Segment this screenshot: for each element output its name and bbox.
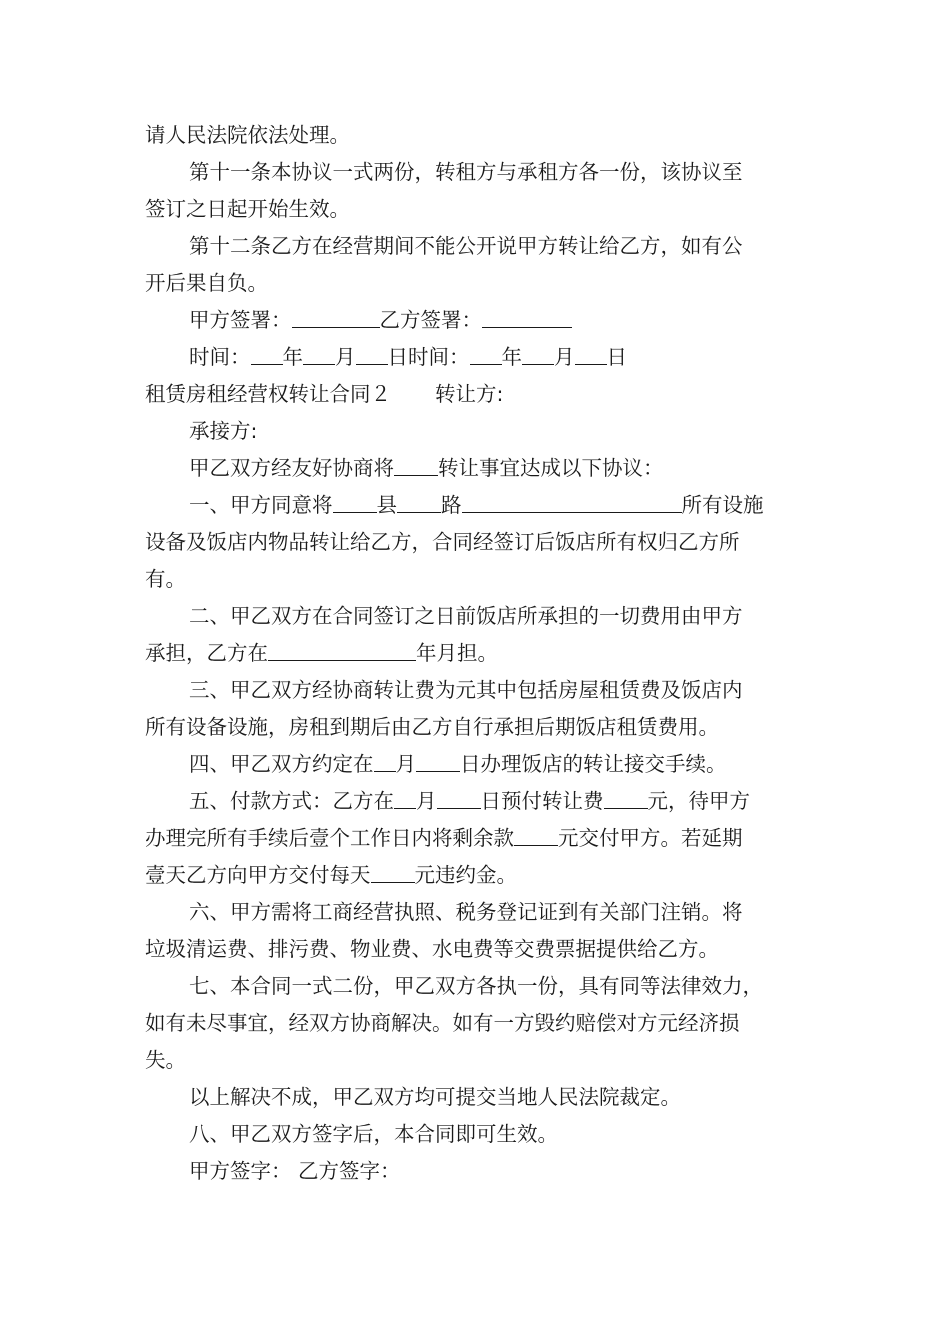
- fill-blank: [397, 492, 441, 513]
- text-segment: 月: [416, 789, 437, 813]
- text-segment: 所有设施: [681, 493, 764, 517]
- fill-blank: [333, 492, 377, 513]
- text-line: 甲方签字： 乙方签字：: [189, 1159, 401, 1183]
- text-segment: 承担，乙方在: [145, 641, 268, 665]
- text-line: 三、甲乙双方经协商转让费为元其中包括房屋租赁费及饭店内: [189, 678, 743, 702]
- text-segment: 办理完所有手续后壹个工作日内将剩余款: [145, 826, 514, 850]
- text-segment: 日办理饭店的转让接交手续。: [460, 752, 727, 776]
- fill-blank: [371, 862, 415, 883]
- text-segment: 元交付甲方。若延期: [558, 826, 743, 850]
- party-b-sign-label: 乙方签署：: [379, 308, 482, 332]
- text-segment: 五、付款方式：乙方在: [189, 789, 394, 813]
- month-blank: [303, 344, 335, 365]
- fill-blank: [604, 788, 648, 809]
- fill-blank: [514, 825, 558, 846]
- text-line: 八、甲乙双方签字后，本合同即可生效。: [189, 1122, 558, 1146]
- party-b-sign-blank: [482, 307, 572, 328]
- text-line: 六、甲方需将工商经营执照、税务登记证到有关部门注销。将: [189, 900, 743, 924]
- text-line: 有。: [145, 567, 186, 591]
- day-blank: [575, 344, 607, 365]
- transferor-label: 转让方:: [435, 382, 504, 406]
- text-segment: 元违约金。: [414, 863, 517, 887]
- text-line: 第十二条乙方在经营期间不能公开说甲方转让给乙方，如有公: [189, 234, 743, 258]
- text-line: 以上解决不成，甲乙双方均可提交当地人民法院裁定。: [189, 1085, 681, 1109]
- text-line: [189, 750, 859, 778]
- text-segment: 一、甲方同意将: [189, 493, 333, 517]
- text-line: [145, 824, 815, 852]
- day-time-label: 日时间：: [387, 345, 470, 369]
- text-segment: 壹天乙方向甲方交付每天: [145, 863, 371, 887]
- text-line: 第十一条本协议一式两份，转租方与承租方各一份，该协议至: [189, 160, 743, 184]
- text-segment: 元，待甲方: [647, 789, 750, 813]
- text-segment: 甲乙双方经友好协商将: [189, 456, 394, 480]
- party-a-sign-label: 甲方签署：: [189, 308, 292, 332]
- fill-blank: [416, 751, 460, 772]
- text-line: 所有设备设施，房租到期后由乙方自行承担后期饭店租赁费用。: [145, 715, 719, 739]
- text-line: 如有未尽事宜，经双方协商解决。如有一方毁约赔偿对方元经济损: [145, 1011, 740, 1035]
- fill-blank: [374, 751, 396, 772]
- text-line: 签订之日起开始生效。: [145, 197, 350, 221]
- text-segment: 年月担。: [416, 641, 498, 665]
- text-line: 请人民法院依法处理。: [145, 123, 350, 147]
- text-line: 承接方:: [189, 419, 258, 443]
- contract-title-line: [145, 380, 815, 408]
- text-segment: 四、甲乙双方约定在: [189, 752, 374, 776]
- day-label: 日: [606, 345, 627, 369]
- text-line: 开后果自负。: [145, 271, 268, 295]
- year-label: 年: [501, 345, 522, 369]
- text-line: 设备及饭店内物品转让给乙方，合同经签订后饭店所有权归乙方所: [145, 530, 740, 554]
- month-label: 月: [335, 345, 356, 369]
- text-line: [145, 861, 815, 889]
- text-line: 七、本合同一式二份，甲乙双方各执一份，具有同等法律效力，: [189, 974, 763, 998]
- year-label: 年: [282, 345, 303, 369]
- fill-blank: [437, 788, 481, 809]
- fill-blank: [462, 492, 682, 513]
- fill-blank: [268, 640, 416, 661]
- month-label: 月: [554, 345, 575, 369]
- day-blank: [356, 344, 388, 365]
- text-line: 失。: [145, 1048, 186, 1072]
- text-segment: 路: [441, 493, 462, 517]
- date-line: [189, 343, 859, 371]
- text-line: [189, 787, 859, 815]
- text-segment: 月: [395, 752, 416, 776]
- text-line: 二、甲乙双方在合同签订之日前饭店所承担的一切费用由甲方: [189, 604, 743, 628]
- text-segment: 日预付转让费: [480, 789, 604, 813]
- contract-title: 租赁房租经营权转让合同２: [145, 382, 391, 406]
- month-blank: [522, 344, 554, 365]
- text-segment: 县: [376, 493, 397, 517]
- text-segment: 转让事宜达成以下协议：: [438, 456, 664, 480]
- fill-blank: [394, 455, 438, 476]
- year-blank: [251, 344, 283, 365]
- fill-blank: [394, 788, 416, 809]
- signature-line: [189, 306, 859, 334]
- text-line: [145, 639, 815, 667]
- text-line: [189, 454, 859, 482]
- party-a-sign-blank: [292, 307, 380, 328]
- text-line: 垃圾清运费、排污费、物业费、水电费等交费票据提供给乙方。: [145, 937, 719, 961]
- year-blank: [470, 344, 502, 365]
- time-label: 时间：: [189, 345, 251, 369]
- text-line: [189, 491, 859, 519]
